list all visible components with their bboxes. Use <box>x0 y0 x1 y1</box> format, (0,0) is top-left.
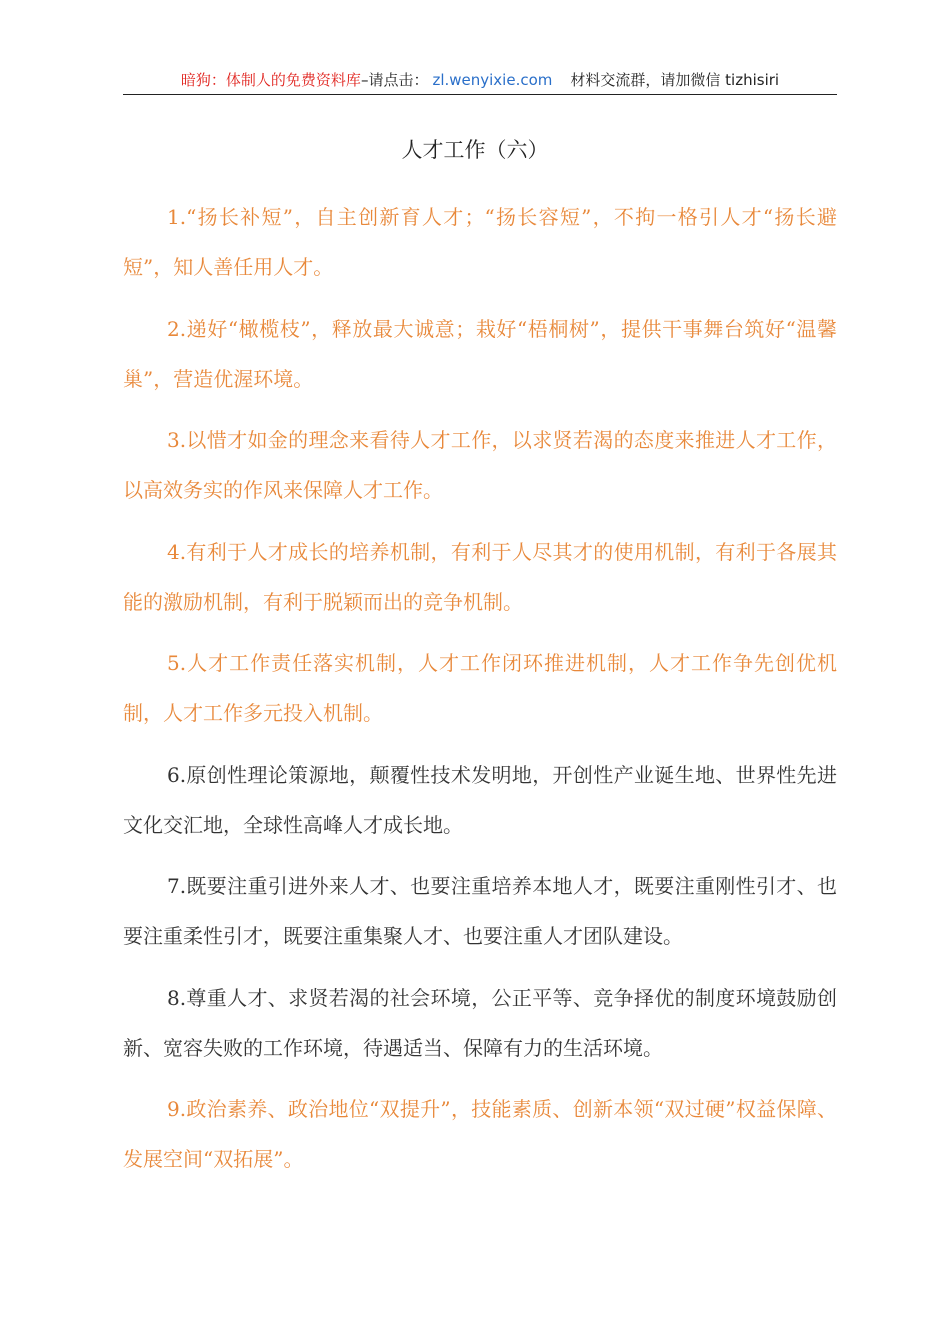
header-link[interactable]: zl.wenyixie.com <box>432 71 553 89</box>
list-item: 5.人才工作责任落实机制，人才工作闭环推进机制，人才工作争先创优机制，人才工作多元投入机制。 <box>123 651 837 725</box>
list-item: 9.政治素养、政治地位“双提升”，技能素质、创新本领“双过硬”权益保障、发展空间“双拓展”。 <box>123 1097 837 1171</box>
header-prompt: –请点击： <box>360 71 429 89</box>
document-title: 人才工作（六） <box>401 138 549 162</box>
list-item: 6.原创性理论策源地，颠覆性技术发明地，开创性产业诞生地、世界性先进文化交汇地，全球性高峰人才成长地。 <box>123 762 837 837</box>
list-item: 2.递好“橄榄枝”，释放最大诚意；栽好“梧桐树”，提供干事舞台筑好“温馨巢”，营造优渥环境。 <box>123 316 837 391</box>
list-item: 8.尊重人才、求贤若渴的社会环境，公正平等、竞争择优的制度环境鼓励创新、宽容失败的工作环境，待遇适当、保障有力的生活环境。 <box>123 985 837 1060</box>
page-header <box>123 68 837 95</box>
header-brand: 暗狗：体制人的免费资料库 <box>180 71 361 89</box>
list-item: 1.“扬长补短”，自主创新育人才；“扬长容短”，不拘一格引人才“扬长避短”，知人善任用人才。 <box>123 205 837 279</box>
header-group-note: 材料交流群，请加微信 tizhisiri <box>570 71 780 89</box>
list-item: 7.既要注重引进外来人才、也要注重培养本地人才，既要注重刚性引才、也要注重柔性引才，既要注重集聚人才、也要注重人才团队建设。 <box>123 874 837 948</box>
list-item: 3.以惜才如金的理念来看待人才工作，以求贤若渴的态度来推进人才工作，以高效务实的作风来保障人才工作。 <box>123 428 837 502</box>
document-body <box>123 192 837 1196</box>
list-item: 4.有利于人才成长的培养机制，有利于人尽其才的使用机制，有利于各展其能的激励机制，有利于脱颖而出的竞争机制。 <box>123 539 837 614</box>
